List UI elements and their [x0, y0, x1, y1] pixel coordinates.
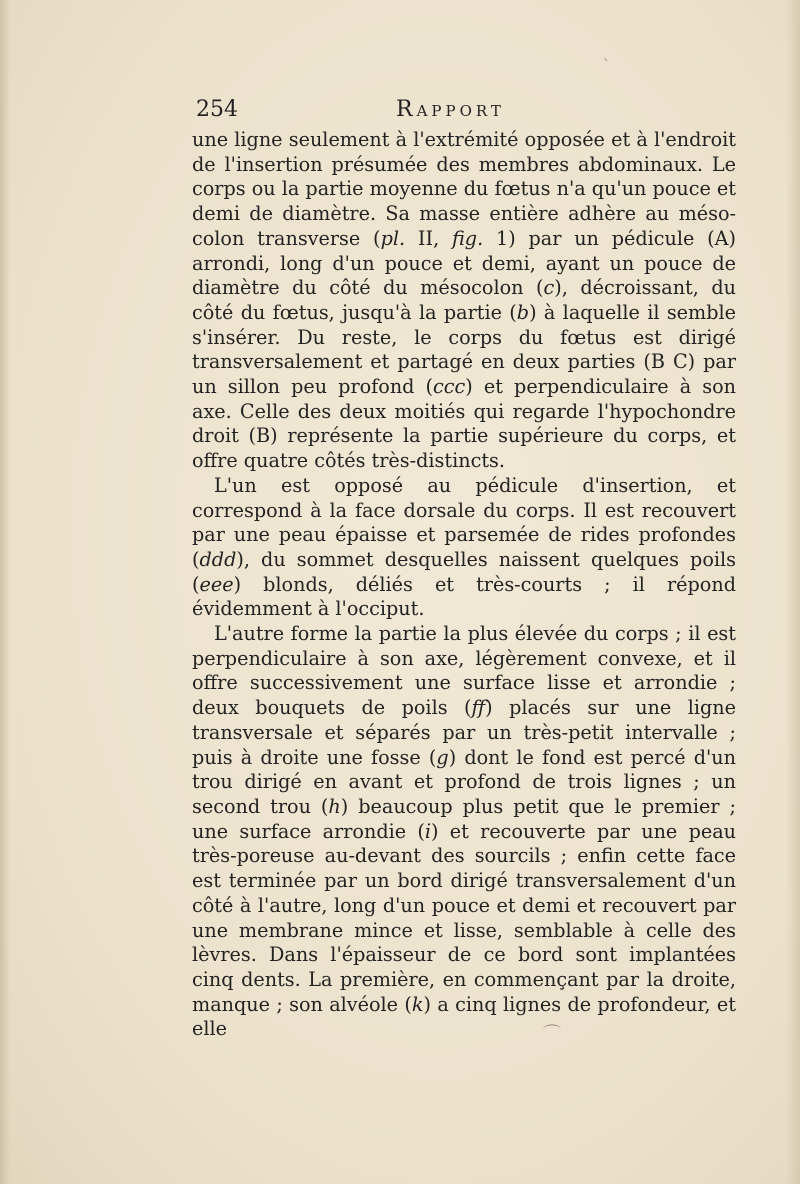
page-header	[196, 97, 616, 127]
page-number: 254	[196, 97, 238, 122]
paragraph-2: L'un est opposé au pédicule d'insertion, et correspond à la face dorsale du corps. Il est recouvert par une peau épaisse et parsemée de rides profondes (ddd), du sommet desquelles naissent quelques poils (eee) blonds, déliés et très-courts ; il répond évidemment à l'occiput.	[192, 473, 736, 621]
paragraph-1: une ligne seulement à l'extrémité opposée et à l'endroit de l'insertion présumée des membres abdominaux. Le corps ou la partie moyenne du fœtus n'a qu'un pouce et demi de diamètre. Sa masse entière adhère au méso-colon transverse (pl. II, fig. 1) par un pédicule (A) arrondi, long d'un pouce et demi, ayant un pouce de diamètre du côté du mésocolon (c), décroissant, du côté du fœtus, jusqu'à la partie (b) à laquelle il semble s'insérer. Du reste, le corps du fœtus est dirigé transversalement et partagé en deux parties (B C) par un sillon peu profond (ccc) et perpendiculaire à son axe. Celle des deux moitiés qui regarde l'hypochondre droit (B) représente la partie supérieure du corps, et offre quatre côtés très-distincts.	[192, 128, 737, 473]
page-edge-shadow-left	[0, 0, 10, 1184]
paragraph-3: L'autre forme la partie la plus élevée du corps ; il est perpendiculaire à son axe, légèrement convexe, et il offre successivement une surface lisse et arrondie ; deux bouquets de poils (ff) placés sur une ligne transversale et séparés par un très-petit intervalle ; puis à droite une fosse (g) dont le fond est percé d'un trou dirigé en avant et profond de trois lignes ; un second trou (h) beaucoup plus petit que le premier ; une surface arrondie (i) et recouverte par une peau très-poreuse au-devant des sourcils ; enfin cette face est terminée par un bord dirigé transversalement d'un côté à l'autre, long d'un pouce et demi et recouvert par une membrane mince et lisse, semblable à celle des lèvres. Dans l'épaisseur de ce bord sont implantées cinq dents. La première, en commençant par la droite, manque ; son alvéole (k) a cinq lignes de profondeur, et elle	[192, 622, 737, 1041]
running-head: Rapport	[396, 97, 505, 122]
stray-mark: ˋ	[603, 58, 610, 74]
body-text	[192, 128, 736, 1042]
stray-pencil-mark: ⌒	[543, 1024, 561, 1045]
page-edge-shadow-right	[786, 0, 800, 1184]
